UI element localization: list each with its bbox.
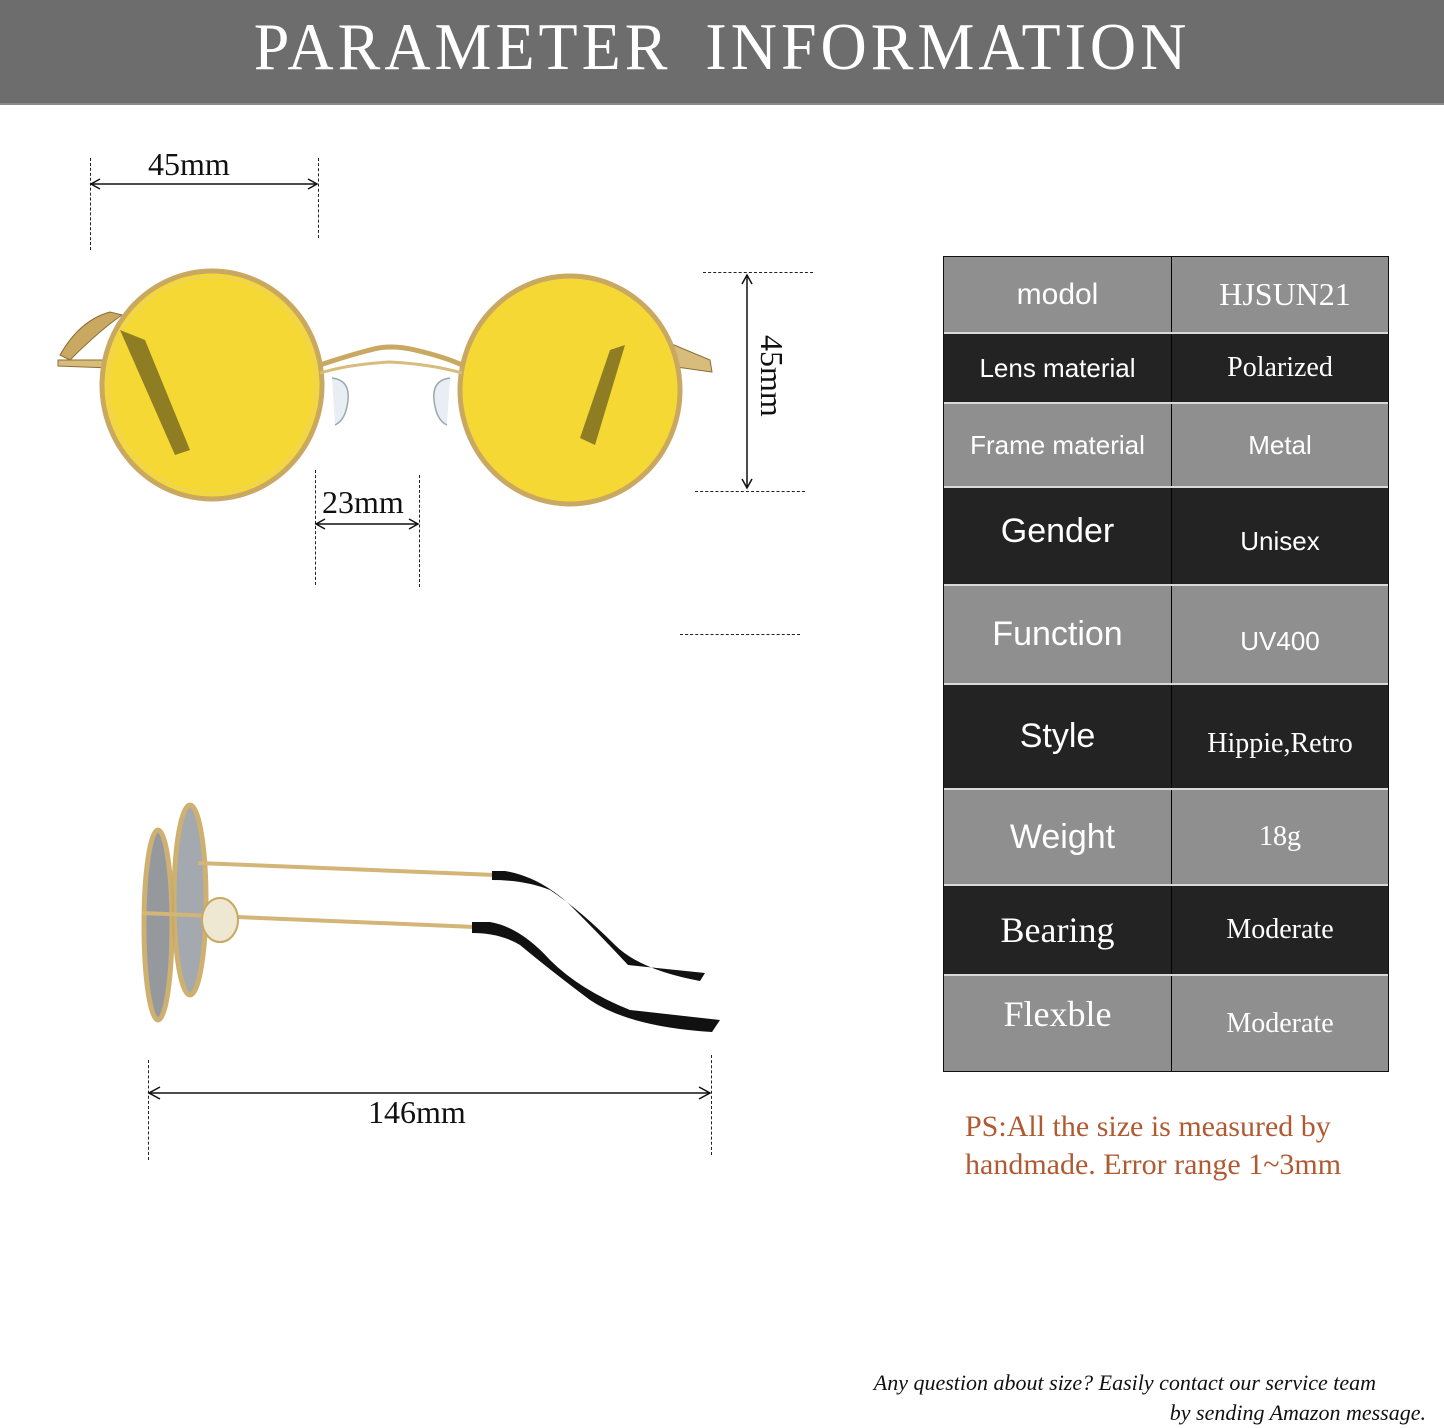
temple-guide-left	[148, 1060, 149, 1160]
spec-value: HJSUN21	[1219, 276, 1351, 312]
spec-row-bearing	[944, 884, 1388, 974]
spec-key: Style	[944, 685, 1172, 788]
spec-key: Weight	[944, 790, 1172, 884]
spec-value: Moderate	[1226, 914, 1334, 945]
page-title: PARAMETER INFORMATION	[253, 9, 1191, 84]
bridge-width-label: 23mm	[322, 484, 404, 520]
spec-key: Frame material	[944, 404, 1172, 486]
spec-row-model	[944, 257, 1388, 332]
sunglasses-front-image	[50, 260, 730, 510]
spec-key: Lens material	[944, 334, 1172, 402]
spec-row-frame-material	[944, 402, 1388, 486]
contact-note-line-1: Any question about size? Easily contact our service team	[873, 1370, 1376, 1395]
lens-width-guide-left	[90, 158, 91, 250]
spec-row-lens-material	[944, 332, 1388, 402]
lens-width-label: 45mm	[148, 146, 230, 182]
spec-value: UV400	[1240, 626, 1320, 656]
spec-row-style	[944, 683, 1388, 788]
spec-key: Gender	[944, 488, 1172, 584]
spec-value: Unisex	[1240, 525, 1320, 556]
measurement-note	[965, 1108, 1341, 1184]
lens-width-guide-right	[318, 158, 319, 238]
contact-note-line-2: by sending Amazon message.	[1169, 1400, 1426, 1425]
temple-length-label: 146mm	[368, 1094, 466, 1130]
spec-key: modol	[944, 257, 1172, 332]
spec-value: 18g	[1259, 821, 1301, 852]
spec-row-gender	[944, 486, 1388, 584]
separator-dashed-line	[680, 634, 800, 635]
temple-guide-right	[711, 1055, 712, 1155]
spec-row-weight	[944, 788, 1388, 884]
spec-value: Moderate	[1226, 1007, 1334, 1039]
spec-key: Function	[944, 586, 1172, 683]
spec-row-function	[944, 584, 1388, 683]
spec-value: Hippie,Retro	[1207, 727, 1353, 759]
lens-height-guide-top	[703, 272, 813, 273]
measurement-note-line-2: handmade. Error range 1~3mm	[965, 1148, 1342, 1181]
contact-note	[874, 1368, 1426, 1428]
sunglasses-side-image	[120, 795, 730, 1045]
spec-key: Bearing	[944, 886, 1172, 974]
header-banner	[0, 0, 1444, 105]
spec-value: Metal	[1248, 429, 1312, 460]
spec-table	[943, 256, 1389, 1072]
spec-row-flexible	[944, 974, 1388, 1071]
spec-value: Polarized	[1227, 352, 1333, 383]
measurement-note-line-1: PS:All the size is measured by	[965, 1110, 1331, 1143]
lens-height-label: 45mm	[754, 335, 790, 417]
spec-key: Flexble	[944, 976, 1172, 1071]
